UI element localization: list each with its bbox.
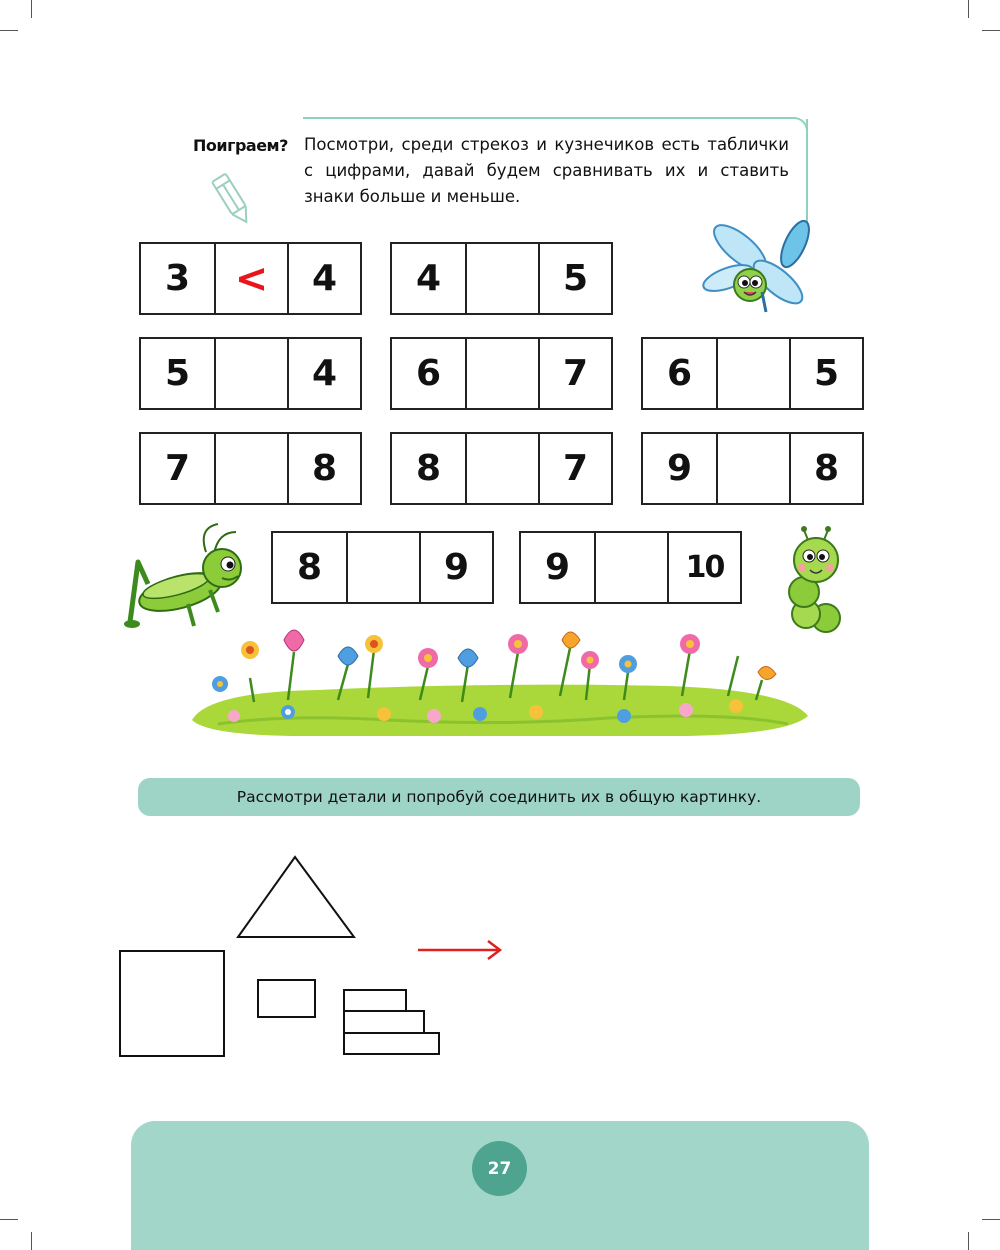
compare-box [519, 531, 742, 604]
pencil-icon [208, 170, 256, 228]
compare-left-number: 6 [666, 353, 693, 394]
compare-box [271, 531, 494, 604]
compare-box [390, 337, 613, 410]
compare-left-number: 3 [164, 258, 191, 299]
compare-box [139, 337, 362, 410]
arrow-right-icon [416, 938, 504, 962]
compare-box [139, 242, 362, 315]
instruction-bar [138, 778, 860, 816]
compare-left-number: 5 [164, 353, 191, 394]
compare-left-number: 4 [415, 258, 442, 299]
compare-right-number: 9 [419, 533, 492, 602]
small-rectangle-piece[interactable] [257, 979, 317, 1019]
compare-sign-slot[interactable] [594, 533, 667, 602]
compare-right-number: 10 [667, 533, 740, 602]
compare-right-number: 8 [287, 434, 360, 503]
compare-box [390, 432, 613, 505]
page-number: 27 [487, 1158, 512, 1179]
compare-left-number: 6 [415, 353, 442, 394]
compare-right-number: 8 [789, 434, 862, 503]
compare-sign-slot[interactable] [465, 339, 538, 408]
compare-left-number: 7 [164, 448, 191, 489]
compare-left-number: 9 [666, 448, 693, 489]
instruction-text: Рассмотри детали и попробуй соединить их в общую картинку. [236, 788, 762, 806]
task-label: Поиграем? [193, 136, 288, 155]
compare-left-number: 8 [296, 547, 323, 588]
compare-sign-slot[interactable] [465, 244, 538, 313]
compare-sign-slot[interactable]: < [214, 244, 287, 313]
crop-mark [31, 1232, 32, 1250]
compare-right-number: 5 [538, 244, 611, 313]
square-piece[interactable] [119, 950, 226, 1058]
task-text: Посмотри, среди стрекоз и кузнечиков есть таблички с цифрами, давай будем сравнивать их и ставить знаки больше и меньше. [304, 135, 789, 206]
compare-right-number: 4 [287, 339, 360, 408]
crop-mark [31, 0, 32, 18]
crop-mark [982, 30, 1000, 31]
crop-mark [968, 0, 969, 18]
crop-mark [0, 1219, 18, 1220]
compare-box [641, 337, 864, 410]
compare-sign-slot[interactable] [214, 434, 287, 503]
compare-sign-slot[interactable] [465, 434, 538, 503]
compare-right-number: 7 [538, 434, 611, 503]
compare-box [390, 242, 613, 315]
crop-mark [968, 1232, 969, 1250]
compare-sign-slot[interactable] [716, 434, 789, 503]
compare-left-number: 9 [544, 547, 571, 588]
compare-right-number: 5 [789, 339, 862, 408]
flower-meadow-illustration [188, 620, 813, 738]
steps-piece[interactable] [342, 988, 442, 1057]
compare-sign-slot[interactable] [346, 533, 419, 602]
compare-right-number: 4 [287, 244, 360, 313]
triangle-piece[interactable] [236, 855, 356, 940]
crop-mark [0, 30, 18, 31]
compare-sign-slot[interactable] [716, 339, 789, 408]
compare-sign-slot[interactable] [214, 339, 287, 408]
grasshopper-icon [118, 522, 248, 630]
compare-left-number: 8 [415, 448, 442, 489]
crop-mark [982, 1219, 1000, 1220]
page-number-badge [472, 1141, 527, 1196]
compare-box [641, 432, 864, 505]
dragonfly-icon [700, 220, 815, 320]
compare-box [139, 432, 362, 505]
compare-right-number: 7 [538, 339, 611, 408]
